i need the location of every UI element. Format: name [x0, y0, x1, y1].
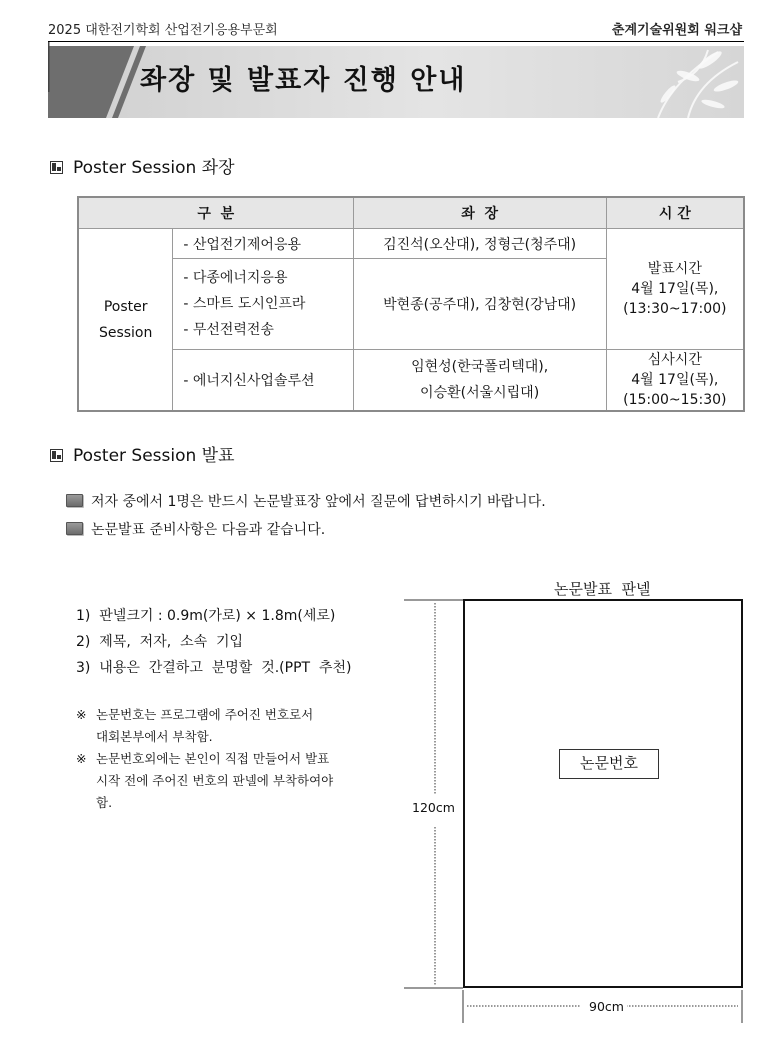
- time-line: (13:30~17:00): [623, 301, 727, 317]
- group-label-cell: [78, 229, 173, 412]
- header-time: 시 간: [606, 197, 744, 229]
- page-title: 좌장 및 발표자 진행 안내: [140, 65, 467, 96]
- paper-number-box: 논문번호: [559, 749, 659, 779]
- section-heading-presentation-text: Poster Session 발표: [73, 446, 235, 466]
- time-cell-presentation: [606, 229, 744, 350]
- topic-line: - 무선전력전송: [183, 322, 274, 338]
- section-box-icon: [50, 449, 63, 462]
- list-item: 1) 판넬크기 : 0.9m(가로) × 1.8m(세로): [76, 608, 336, 624]
- header-category: 구 분: [78, 197, 353, 229]
- header-chair: 좌 장: [353, 197, 606, 229]
- chair-cell: 박현종(공주대), 김창현(강남대): [353, 259, 606, 350]
- time-line: 발표시간: [647, 261, 702, 277]
- bullet-text: 저자 중에서 1명은 반드시 논문발표장 앞에서 질문에 답변하시기 바랍니다.: [91, 494, 546, 510]
- topic-cell: - 에너지신사업솔루션: [173, 350, 353, 412]
- panel-width-label: 90cm: [586, 999, 627, 1014]
- chair-line: 이승환(서울시립대): [420, 385, 540, 401]
- header-right-text: 춘계기술위원회 워크샵: [611, 23, 742, 38]
- remark-item: [76, 704, 376, 748]
- chair-schedule-table: [77, 196, 745, 412]
- section-heading-chair-text: Poster Session 좌장: [73, 158, 235, 178]
- book-icon: [66, 494, 83, 507]
- section-box-icon: [50, 161, 63, 174]
- bullet-text: 논문발표 준비사항은 다음과 같습니다.: [91, 522, 326, 538]
- remark-line: 논문번호는 프로그램에 주어진 번호로서: [96, 707, 314, 722]
- topic-cell: - 산업전기제어응용: [173, 229, 353, 259]
- list-item: 3) 내용은 간결하고 분명할 것.(PPT 추천): [76, 660, 352, 676]
- time-line: (15:00~15:30): [623, 392, 727, 408]
- table-header-row: [78, 197, 744, 229]
- chair-line: 임현성(한국폴리텍대),: [411, 359, 549, 375]
- chair-cell: [353, 350, 606, 412]
- time-line: 4월 17일(목),: [631, 281, 719, 297]
- group-label-line: Session: [98, 324, 153, 341]
- panel-height-label: 120cm: [412, 800, 455, 815]
- requirements-list: [76, 603, 352, 681]
- time-line: 4월 17일(목),: [631, 372, 719, 388]
- header-left-text: 2025 대한전기학회 산업전기응용부문회: [48, 23, 278, 38]
- table-row: [78, 350, 744, 412]
- time-cell-review: [606, 350, 744, 412]
- remark-line: 시작 전에 주어진 번호의 판넬에 부착하여야: [96, 773, 334, 788]
- topic-line: - 다종에너지응용: [183, 270, 288, 286]
- remark-line: 함.: [96, 795, 113, 810]
- list-item: 2) 제목, 저자, 소속 기입: [76, 634, 244, 650]
- time-line: 심사시간: [647, 352, 702, 368]
- remarks: [76, 704, 376, 814]
- section-heading-presentation: [50, 441, 235, 466]
- remark-line: 대회본부에서 부착함.: [96, 729, 213, 744]
- panel-title: 논문발표 판넬: [554, 580, 651, 598]
- topic-cell: [173, 259, 353, 350]
- remark-item: [76, 748, 376, 814]
- table-row: [78, 229, 744, 259]
- topic-line: - 스마트 도시인프라: [183, 296, 306, 312]
- group-label-line: Poster: [103, 298, 148, 315]
- bullet-note: [66, 491, 546, 511]
- bullet-note: [66, 519, 325, 539]
- section-heading-chair: [50, 153, 235, 178]
- reference-mark: ※: [76, 707, 87, 722]
- reference-mark: ※: [76, 751, 87, 766]
- remark-line: 논문번호외에는 본인이 직접 만들어서 발표: [96, 751, 330, 766]
- panel-dimension-lines: [400, 595, 750, 1035]
- chair-cell: 김진석(오산대), 정형근(청주대): [353, 229, 606, 259]
- book-icon: [66, 522, 83, 535]
